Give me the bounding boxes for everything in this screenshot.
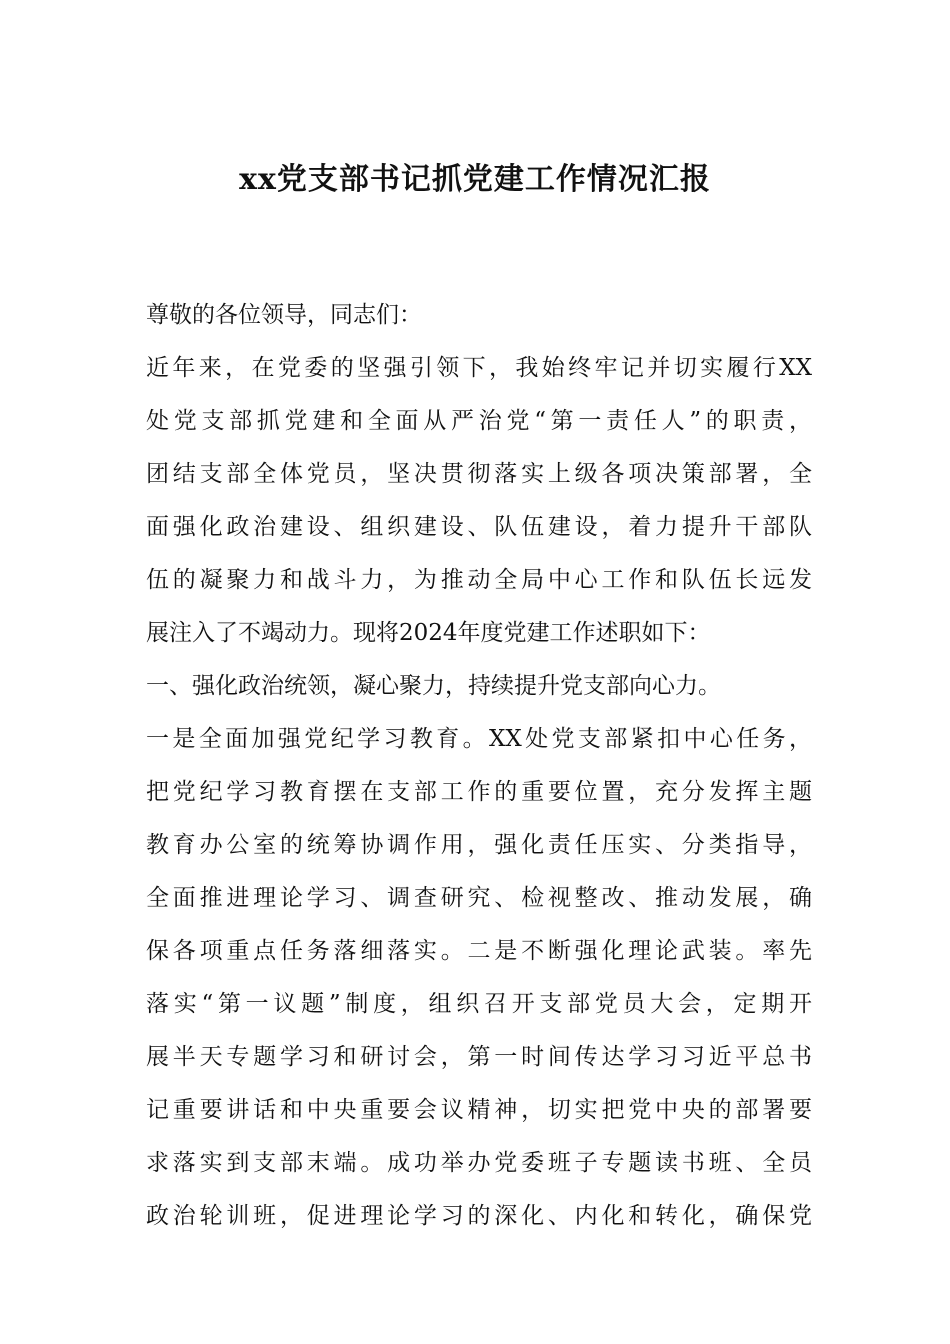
body-line: 政治轮训班，促进理论学习的深化、内化和转化，确保党 <box>146 1203 812 1229</box>
body-line: 展注入了不竭动力。现将2024年度党建工作述职如下： <box>146 620 711 646</box>
body-line: 一是全面加强党纪学习教育。XX处党支部紧扣中心任务， <box>146 726 812 752</box>
body-line: 保各项重点任务落细落实。二是不断强化理论武装。率先 <box>146 938 812 964</box>
document-title: xx党支部书记抓党建工作情况汇报 <box>239 162 711 197</box>
body-line: 教育办公室的统筹协调作用，强化责任压实、分类指导， <box>146 832 812 858</box>
body-line: 近年来，在党委的坚强引领下，我始终牢记并切实履行XX <box>146 355 812 381</box>
body-line: 展半天专题学习和研讨会，第一时间传达学习习近平总书 <box>146 1044 812 1070</box>
body-line: 记重要讲话和中央重要会议精神，切实把党中央的部署要 <box>146 1097 812 1123</box>
body-line: 处党支部抓党建和全面从严治党“第一责任人”的职责， <box>146 408 812 434</box>
body-line: 全面推进理论学习、调查研究、检视整改、推动发展，确 <box>146 885 812 911</box>
salutation-line: 尊敬的各位领导，同志们： <box>146 302 422 328</box>
body-line: 求落实到支部末端。成功举办党委班子专题读书班、全员 <box>146 1150 812 1176</box>
document-body <box>146 289 812 1243</box>
body-line: 落实“第一议题”制度，组织召开支部党员大会，定期开 <box>146 991 812 1017</box>
section-heading: 一、强化政治统领，凝心聚力，持续提升党支部向心力。 <box>146 673 721 699</box>
body-line: 把党纪学习教育摆在支部工作的重要位置，充分发挥主题 <box>146 779 812 805</box>
body-line: 团结支部全体党员，坚决贯彻落实上级各项决策部署，全 <box>146 461 812 487</box>
body-line: 伍的凝聚力和战斗力，为推动全局中心工作和队伍长远发 <box>146 567 812 593</box>
body-line: 面强化政治建设、组织建设、队伍建设，着力提升干部队 <box>146 514 812 540</box>
